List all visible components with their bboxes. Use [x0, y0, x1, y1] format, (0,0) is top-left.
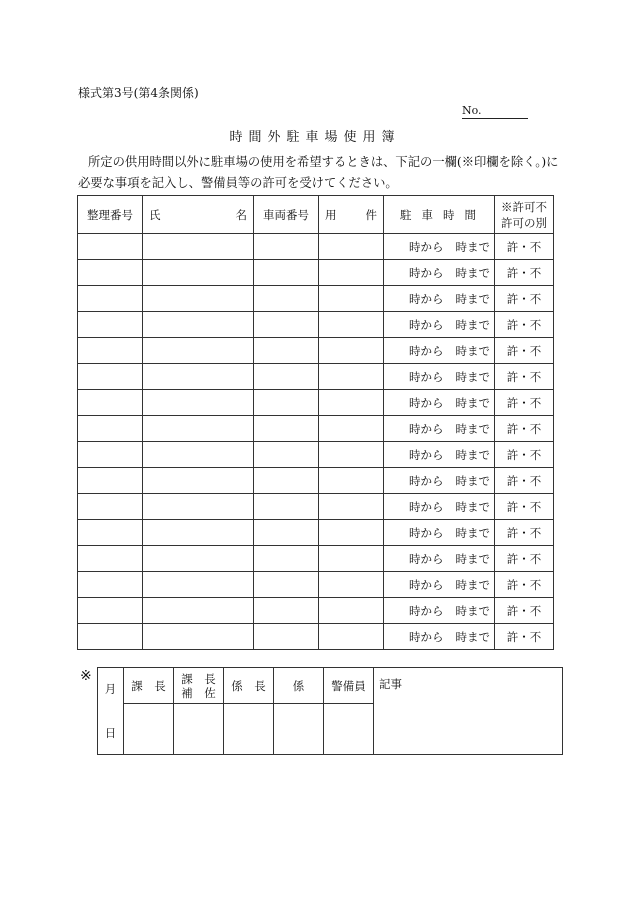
time-from-label: 時から [409, 603, 444, 618]
cell-vehicle[interactable] [254, 286, 319, 312]
header-parking-time: 駐車時間 [384, 196, 495, 234]
cell-parking-time[interactable] [384, 494, 495, 520]
cell-name[interactable] [143, 546, 254, 572]
table-row [78, 416, 554, 442]
cell-parking-time[interactable] [384, 286, 495, 312]
table-row [78, 520, 554, 546]
date-cell[interactable] [98, 668, 124, 755]
cell-permit[interactable]: 許・不 [495, 260, 554, 286]
cell-purpose[interactable] [319, 260, 384, 286]
cell-vehicle[interactable] [254, 546, 319, 572]
cell-purpose[interactable] [319, 572, 384, 598]
cell-purpose[interactable] [319, 234, 384, 260]
cell-name[interactable] [143, 494, 254, 520]
cell-number[interactable] [78, 234, 143, 260]
cell-number[interactable] [78, 338, 143, 364]
table-row [78, 442, 554, 468]
cell-number[interactable] [78, 416, 143, 442]
cell-vehicle[interactable] [254, 520, 319, 546]
cell-permit[interactable]: 許・不 [495, 598, 554, 624]
cell-purpose[interactable] [319, 520, 384, 546]
cell-parking-time[interactable] [384, 260, 495, 286]
cell-permit[interactable]: 許・不 [495, 520, 554, 546]
cell-number[interactable] [78, 364, 143, 390]
cell-permit[interactable]: 許・不 [495, 468, 554, 494]
cell-name[interactable] [143, 416, 254, 442]
cell-parking-time[interactable] [384, 468, 495, 494]
cell-permit[interactable]: 許・不 [495, 624, 554, 650]
cell-parking-time[interactable] [384, 390, 495, 416]
cell-permit[interactable]: 許・不 [495, 416, 554, 442]
cell-permit[interactable]: 許・不 [495, 442, 554, 468]
memo-cell[interactable] [374, 668, 563, 755]
cell-number[interactable] [78, 598, 143, 624]
cell-number[interactable] [78, 442, 143, 468]
cell-parking-time[interactable] [384, 572, 495, 598]
cell-parking-time[interactable] [384, 312, 495, 338]
table-row [78, 598, 554, 624]
parking-log-table [77, 195, 554, 650]
table-row [78, 468, 554, 494]
cell-parking-time[interactable] [384, 364, 495, 390]
cell-name[interactable] [143, 442, 254, 468]
time-to-label: 時まで [455, 603, 490, 618]
time-from-label: 時から [409, 473, 444, 488]
approval-table [97, 667, 563, 755]
table-row [78, 312, 554, 338]
table-header-row [78, 196, 554, 234]
cell-vehicle[interactable] [254, 234, 319, 260]
cell-purpose[interactable] [319, 598, 384, 624]
cell-purpose[interactable] [319, 624, 384, 650]
cell-number[interactable] [78, 312, 143, 338]
table-row [78, 286, 554, 312]
table-row [78, 338, 554, 364]
cell-number[interactable] [78, 260, 143, 286]
document-number-field[interactable]: No. [462, 104, 528, 119]
cell-parking-time[interactable] [384, 234, 495, 260]
cell-purpose[interactable] [319, 312, 384, 338]
cell-vehicle[interactable] [254, 494, 319, 520]
cell-purpose[interactable] [319, 390, 384, 416]
cell-vehicle[interactable] [254, 260, 319, 286]
time-to-label: 時まで [455, 317, 490, 332]
memo-label: 記事 [379, 677, 402, 691]
cell-vehicle[interactable] [254, 338, 319, 364]
time-from-label: 時から [409, 499, 444, 514]
cell-name[interactable] [143, 312, 254, 338]
time-to-label: 時まで [455, 473, 490, 488]
cell-name[interactable] [143, 234, 254, 260]
cell-permit[interactable]: 許・不 [495, 338, 554, 364]
cell-purpose[interactable] [319, 494, 384, 520]
cell-purpose[interactable] [319, 468, 384, 494]
approval-kakaricho-header: 係 長 [224, 668, 274, 704]
approval-kacho-header: 課 長 [124, 668, 174, 704]
cell-vehicle[interactable] [254, 312, 319, 338]
cell-name[interactable] [143, 338, 254, 364]
stamp-kakaricho[interactable] [224, 704, 274, 755]
table-row [78, 494, 554, 520]
time-to-label: 時まで [455, 239, 490, 254]
month-label: 月 [104, 682, 117, 696]
approval-kacho-hosa-header: 課 長 補 佐 [174, 668, 224, 704]
time-from-label: 時から [409, 369, 444, 384]
stamp-kakari[interactable] [274, 704, 324, 755]
cell-permit[interactable]: 許・不 [495, 572, 554, 598]
cell-number[interactable] [78, 390, 143, 416]
table-row [78, 390, 554, 416]
cell-number[interactable] [78, 494, 143, 520]
time-from-label: 時から [409, 551, 444, 566]
page-title: 時間外駐車場使用簿 [229, 130, 401, 145]
cell-name[interactable] [143, 624, 254, 650]
cell-permit[interactable]: 許・不 [495, 390, 554, 416]
time-from-label: 時から [409, 629, 444, 644]
stamp-kacho-hosa[interactable] [174, 704, 224, 755]
cell-number[interactable] [78, 572, 143, 598]
cell-number[interactable] [78, 520, 143, 546]
time-to-label: 時まで [455, 395, 490, 410]
cell-vehicle[interactable] [254, 442, 319, 468]
cell-permit[interactable]: 許・不 [495, 494, 554, 520]
cell-name[interactable] [143, 572, 254, 598]
time-from-label: 時から [409, 525, 444, 540]
cell-name[interactable] [143, 468, 254, 494]
time-from-label: 時から [409, 343, 444, 358]
table-row [78, 546, 554, 572]
time-to-label: 時まで [455, 421, 490, 436]
time-to-label: 時まで [455, 499, 490, 514]
stamp-keibiin[interactable] [324, 704, 374, 755]
cell-purpose[interactable] [319, 416, 384, 442]
cell-number[interactable] [78, 546, 143, 572]
form-number: 様式第3号(第4条関係) [78, 86, 199, 100]
table-body [78, 234, 554, 650]
cell-parking-time[interactable] [384, 598, 495, 624]
cell-vehicle[interactable] [254, 390, 319, 416]
cell-purpose[interactable] [319, 442, 384, 468]
time-to-label: 時まで [455, 577, 490, 592]
table-row [78, 260, 554, 286]
cell-name[interactable] [143, 286, 254, 312]
time-from-label: 時から [409, 317, 444, 332]
cell-parking-time[interactable] [384, 416, 495, 442]
cell-name[interactable] [143, 598, 254, 624]
cell-name[interactable] [143, 520, 254, 546]
cell-parking-time[interactable] [384, 520, 495, 546]
cell-purpose[interactable] [319, 338, 384, 364]
cell-vehicle[interactable] [254, 572, 319, 598]
cell-purpose[interactable] [319, 286, 384, 312]
cell-permit[interactable]: 許・不 [495, 364, 554, 390]
approval-kakari-header: 係 [274, 668, 324, 704]
time-to-label: 時まで [455, 343, 490, 358]
time-from-label: 時から [409, 421, 444, 436]
header-purpose: 用 件 [319, 196, 384, 234]
cell-purpose[interactable] [319, 364, 384, 390]
table-row [78, 364, 554, 390]
time-to-label: 時まで [455, 447, 490, 462]
time-from-label: 時から [409, 447, 444, 462]
cell-vehicle[interactable] [254, 416, 319, 442]
table-row [78, 624, 554, 650]
cell-name[interactable] [143, 260, 254, 286]
cell-permit[interactable]: 許・不 [495, 234, 554, 260]
header-name: 氏 名 [143, 196, 254, 234]
time-from-label: 時から [409, 577, 444, 592]
cell-number[interactable] [78, 286, 143, 312]
header-vehicle: 車両番号 [254, 196, 319, 234]
time-to-label: 時まで [455, 291, 490, 306]
cell-number[interactable] [78, 624, 143, 650]
cell-parking-time[interactable] [384, 624, 495, 650]
cell-name[interactable] [143, 390, 254, 416]
time-to-label: 時まで [455, 265, 490, 280]
day-label: 日 [104, 726, 117, 740]
time-from-label: 時から [409, 291, 444, 306]
instruction-text: 所定の供用時間以外に駐車場の使用を希望するときは、下記の一欄(※印欄を除く。)に必要な事項を記入し、警備員等の許可を受けてください。 [78, 155, 559, 190]
time-from-label: 時から [409, 395, 444, 410]
asterisk-mark: ※ [80, 668, 92, 684]
time-to-label: 時まで [455, 551, 490, 566]
cell-parking-time[interactable] [384, 338, 495, 364]
time-to-label: 時まで [455, 369, 490, 384]
cell-permit[interactable]: 許・不 [495, 286, 554, 312]
table-row [78, 234, 554, 260]
header-number: 整理番号 [78, 196, 143, 234]
cell-name[interactable] [143, 364, 254, 390]
table-row [78, 572, 554, 598]
time-to-label: 時まで [455, 525, 490, 540]
cell-permit[interactable]: 許・不 [495, 546, 554, 572]
cell-permit[interactable]: 許・不 [495, 312, 554, 338]
cell-vehicle[interactable] [254, 364, 319, 390]
cell-vehicle[interactable] [254, 468, 319, 494]
time-from-label: 時から [409, 265, 444, 280]
stamp-kacho[interactable] [124, 704, 174, 755]
approval-keibiin-header: 警備員 [324, 668, 374, 704]
cell-parking-time[interactable] [384, 442, 495, 468]
time-from-label: 時から [409, 239, 444, 254]
time-to-label: 時まで [455, 629, 490, 644]
cell-number[interactable] [78, 468, 143, 494]
cell-purpose[interactable] [319, 546, 384, 572]
cell-vehicle[interactable] [254, 598, 319, 624]
cell-vehicle[interactable] [254, 624, 319, 650]
cell-parking-time[interactable] [384, 546, 495, 572]
header-permit: ※許可不 許可の別 [495, 196, 554, 234]
